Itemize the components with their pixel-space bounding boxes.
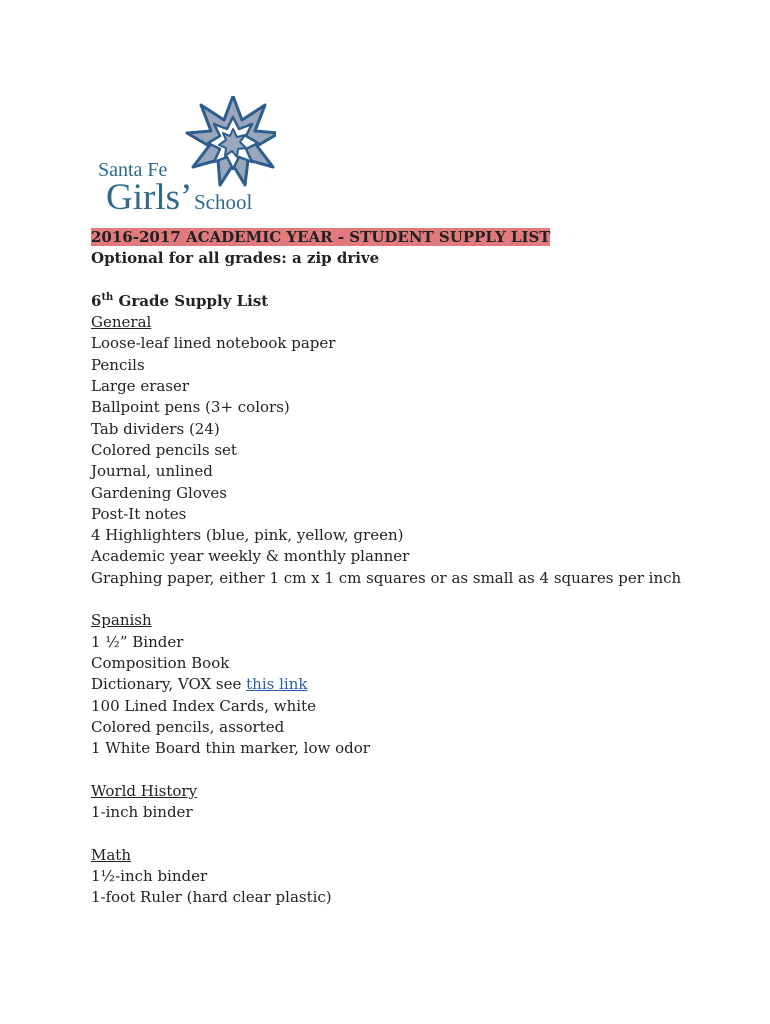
- logo-text-school: School: [194, 190, 253, 214]
- list-item: Graphing paper, either 1 cm x 1 cm squares or as small as 4 squares per inch: [91, 568, 682, 587]
- list-item: Colored pencils set: [91, 440, 237, 459]
- list-item: 100 Lined Index Cards, white: [91, 696, 316, 715]
- list-item: Pencils: [91, 355, 145, 374]
- list-item: Colored pencils, assorted: [91, 717, 285, 736]
- list-item: Loose-leaf lined notebook paper: [91, 334, 336, 353]
- list-item: 1 White Board thin marker, low odor: [91, 739, 370, 758]
- list-item: Journal, unlined: [91, 462, 213, 481]
- list-item: Tab dividers (24): [91, 419, 220, 438]
- section-heading-general: General: [91, 313, 152, 332]
- section-heading-spanish: Spanish: [91, 611, 152, 630]
- section-heading-math: Math: [91, 845, 131, 864]
- list-item: Ballpoint pens (3+ colors): [91, 398, 290, 417]
- grade-heading-text: Grade Supply List: [113, 291, 269, 310]
- list-item: 1-foot Ruler (hard clear plastic): [91, 888, 332, 907]
- optional-note: Optional for all grades: a zip drive: [91, 249, 380, 268]
- grade-suffix: th: [101, 291, 114, 303]
- grade-heading: [91, 291, 751, 312]
- dictionary-link[interactable]: this link: [246, 675, 308, 694]
- list-item: 1½-inch binder: [91, 866, 208, 885]
- supply-list: [91, 227, 751, 909]
- list-item: Post-It notes: [91, 504, 187, 523]
- logo-text-girls: Girls’: [106, 177, 193, 218]
- list-item: Large eraser: [91, 377, 190, 396]
- logo-text-santa-fe: Santa Fe: [98, 159, 168, 181]
- school-logo: [96, 96, 276, 220]
- section-heading-world-history: World History: [91, 781, 198, 800]
- list-item: Composition Book: [91, 653, 230, 672]
- list-item-dictionary: [91, 674, 751, 695]
- list-item: 1-inch binder: [91, 803, 193, 822]
- list-item: Gardening Gloves: [91, 483, 227, 502]
- dictionary-text: Dictionary, VOX see: [91, 675, 247, 694]
- list-item: Academic year weekly & monthly planner: [91, 547, 410, 566]
- document-title: 2016-2017 ACADEMIC YEAR - STUDENT SUPPLY LIST: [91, 228, 551, 246]
- list-item: 4 Highlighters (blue, pink, yellow, green): [91, 526, 404, 545]
- list-item: 1 ½” Binder: [91, 632, 184, 651]
- grade-number: 6: [91, 291, 102, 310]
